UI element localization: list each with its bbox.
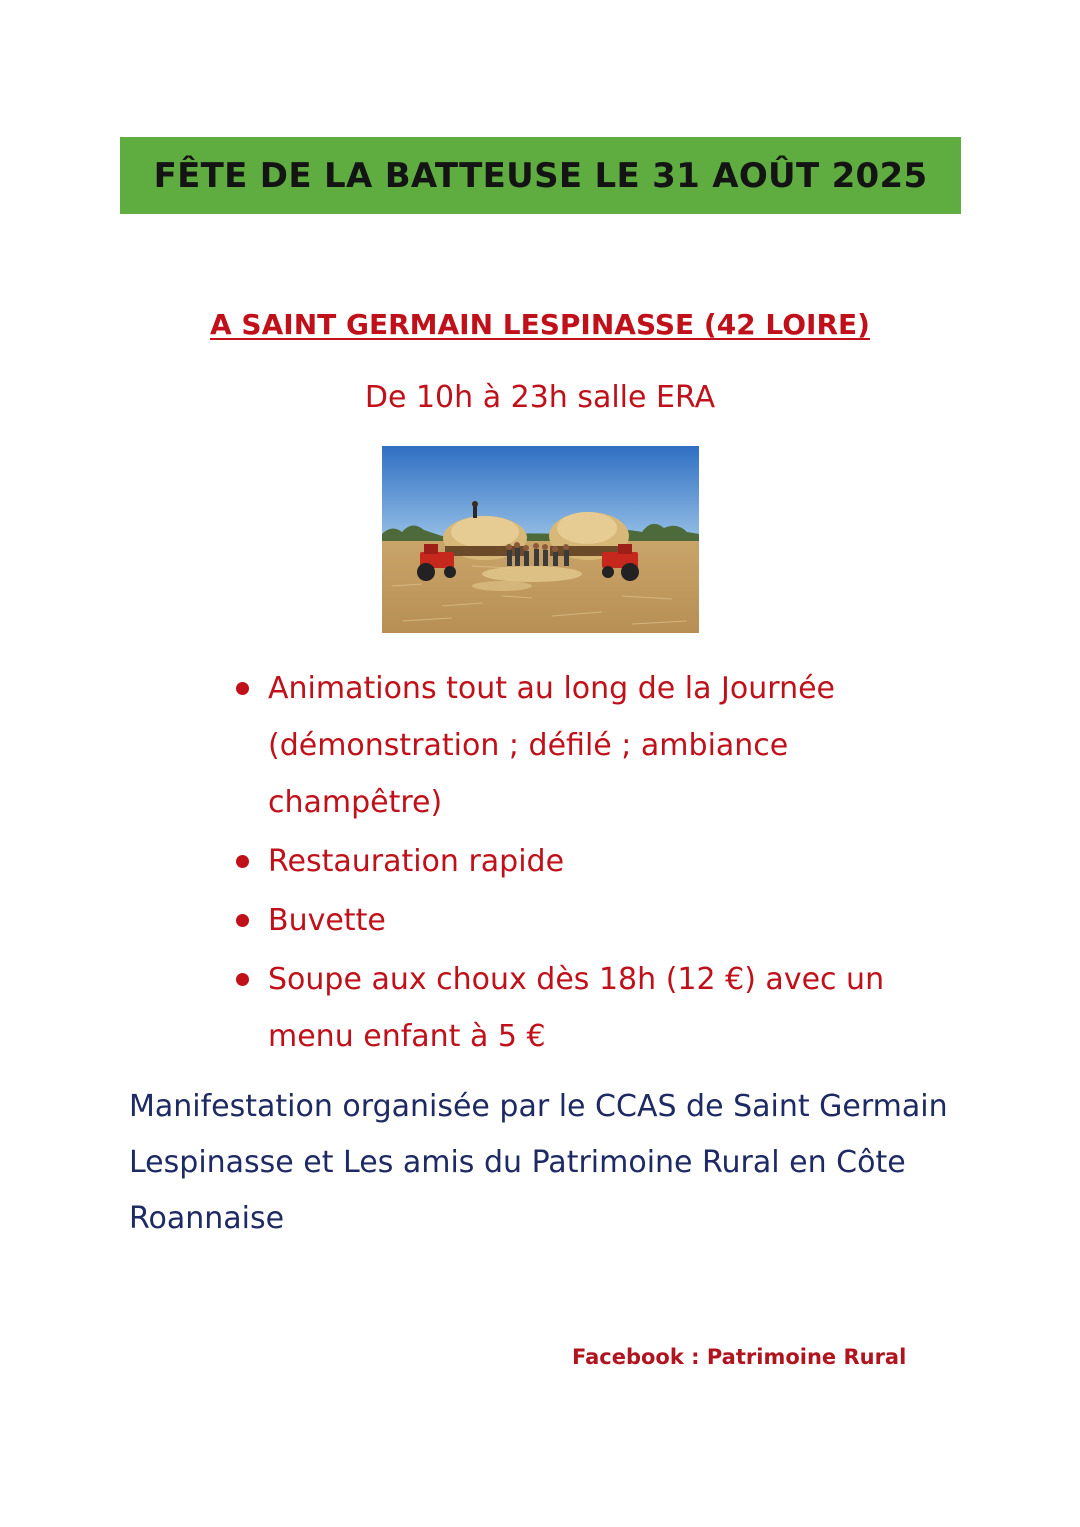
facebook-link[interactable]: Facebook : Patrimoine Rural	[572, 1345, 907, 1369]
bullet-icon	[236, 914, 249, 927]
activity-text: Restauration rapide	[268, 844, 565, 879]
list-item	[232, 833, 952, 890]
list-item	[232, 660, 952, 831]
threshing-photo	[382, 446, 699, 633]
activity-text: Animations tout au long de la Journée (démonstration ; défilé ; ambiance champêtre)	[268, 671, 835, 820]
list-item	[232, 951, 952, 1065]
activity-text: Buvette	[268, 903, 386, 938]
event-location	[0, 305, 1080, 345]
event-hours: De 10h à 23h salle ERA	[364, 380, 716, 415]
bullet-icon	[236, 855, 249, 868]
bullet-icon	[236, 682, 249, 695]
activity-text: Soupe aux choux dès 18h (12 €) avec un menu enfant à 5 €	[268, 962, 885, 1054]
bullet-icon	[236, 973, 249, 986]
location-text: A SAINT GERMAIN LESPINASSE (42 LOIRE)	[210, 308, 870, 341]
list-item	[232, 892, 952, 949]
title-banner	[120, 137, 961, 214]
event-title: FÊTE DE LA BATTEUSE LE 31 AOÛT 2025	[153, 155, 928, 196]
activities-list	[232, 660, 952, 1067]
organizer-text: Manifestation organisée par le CCAS de Saint Germain Lespinasse et Les amis du Patrimoine Rural en Côte Roannaise	[129, 1089, 948, 1236]
